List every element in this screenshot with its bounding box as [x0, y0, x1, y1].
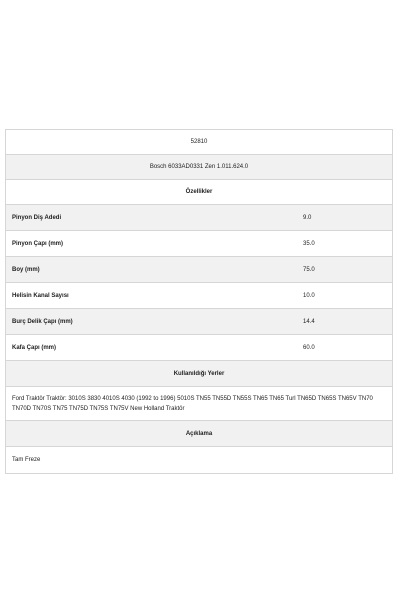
usage-title: Kullanıldığı Yerler	[173, 370, 225, 377]
feature-row-length	[6, 256, 392, 282]
feature-label: Burç Delik Çapı (mm)	[12, 318, 73, 325]
description-text: Tam Freze	[12, 457, 41, 463]
usage-header-row	[6, 360, 392, 386]
usage-text: Ford Traktör Traktör: 3010S 3830 4010S 4030 (1992 to 1996) 5010S TN55 TN55D TN55S TN65 TN65 Turl TN65D TN65S TN65V TN70 TN70D TN70S TN75 TN75D TN75S TN75V New Holland Traktör	[12, 396, 373, 412]
feature-value: 9.0	[303, 214, 312, 221]
feature-row-bushing-diameter	[6, 308, 392, 334]
feature-label: Pinyon Diş Adedi	[12, 214, 62, 221]
product-spec-table	[5, 129, 393, 474]
feature-label: Pinyon Çapı (mm)	[12, 240, 64, 247]
part-code: 52810	[190, 139, 208, 145]
reference-row	[6, 154, 392, 179]
feature-row-pinion-teeth	[6, 204, 392, 230]
usage-text-row	[6, 386, 392, 420]
reference-number: Bosch 6033AD0331 Zen 1.011.624.0	[149, 164, 249, 170]
feature-value: 10.0	[303, 292, 315, 299]
feature-value: 35.0	[303, 240, 315, 247]
description-header-row	[6, 420, 392, 446]
feature-row-head-diameter	[6, 334, 392, 360]
feature-row-helix-channels	[6, 282, 392, 308]
part-code-row	[6, 129, 392, 154]
description-title: Açıklama	[185, 430, 213, 437]
feature-label: Helisin Kanal Sayısı	[12, 292, 69, 299]
feature-label: Kafa Çapı (mm)	[12, 344, 57, 351]
feature-value: 75.0	[303, 266, 315, 273]
features-title: Özellikler	[185, 189, 213, 195]
feature-row-pinion-diameter	[6, 230, 392, 256]
feature-value: 60.0	[303, 344, 315, 351]
features-header-row	[6, 179, 392, 204]
feature-label: Boy (mm)	[12, 266, 40, 273]
description-text-row	[6, 446, 392, 473]
feature-value: 14.4	[303, 318, 315, 325]
